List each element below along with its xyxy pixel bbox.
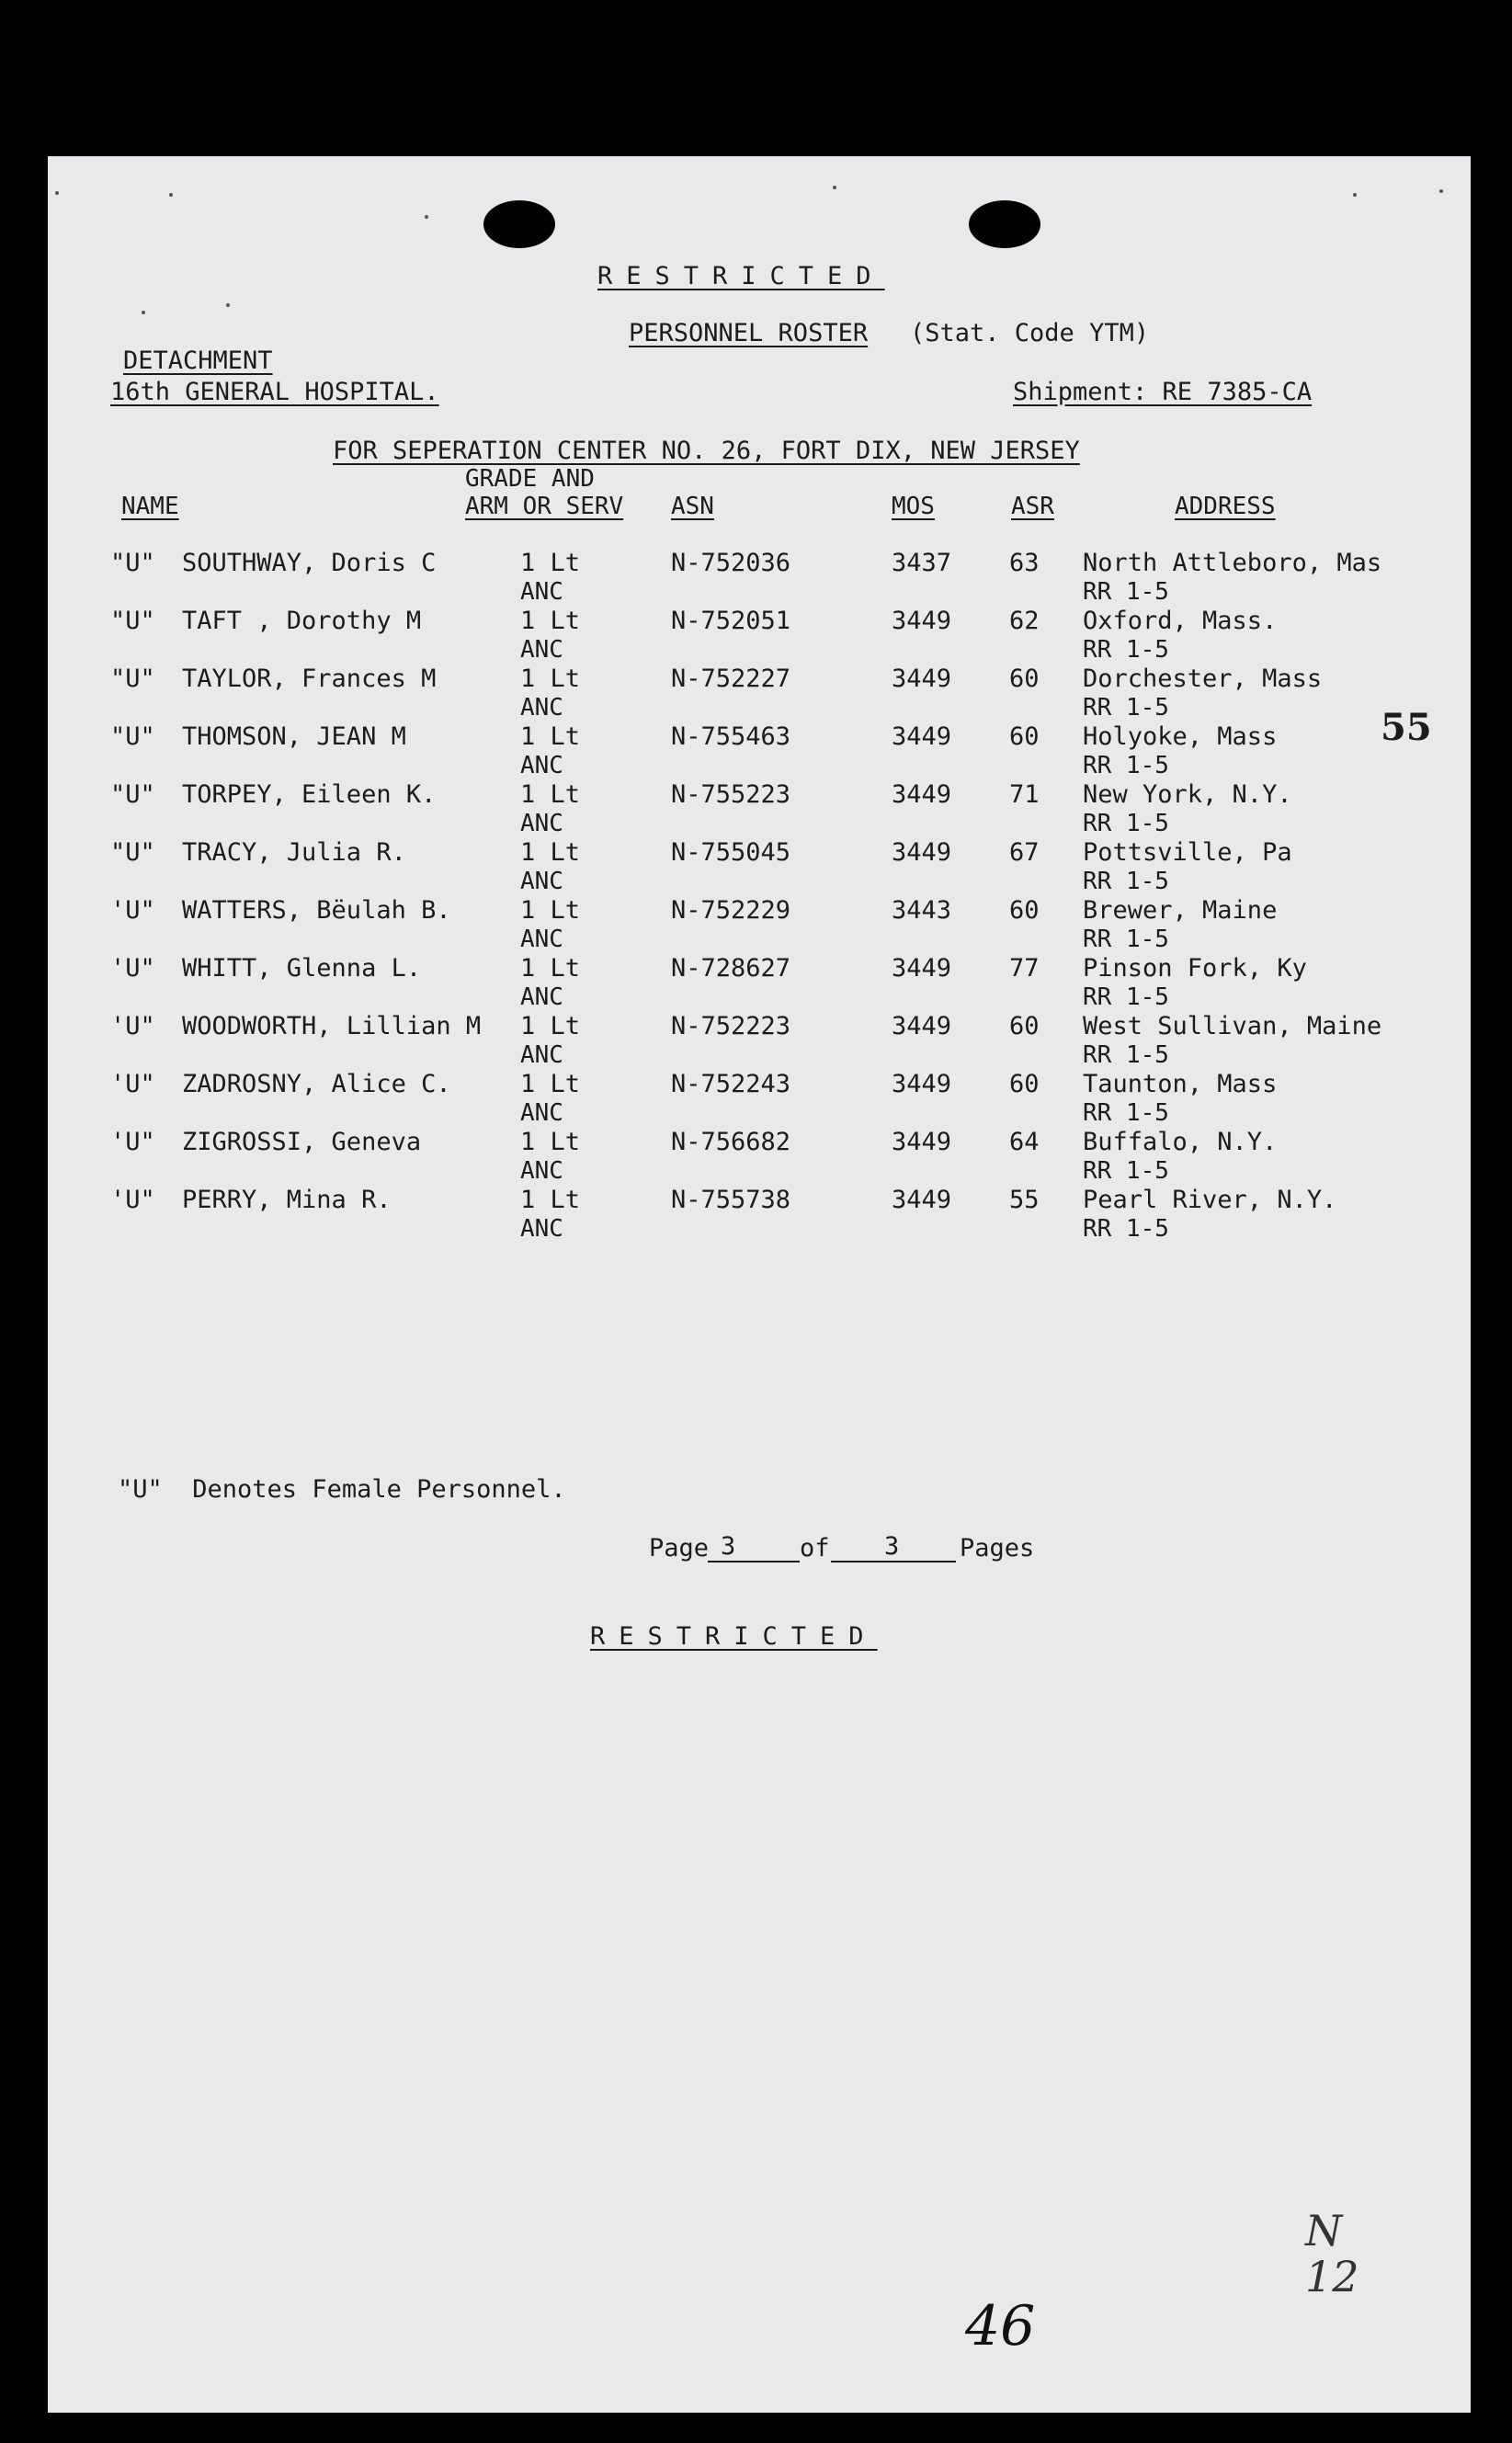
roster-title: PERSONNEL ROSTER [629, 319, 869, 347]
row-arm: ANC [520, 926, 563, 953]
row-asr: 77 [1009, 954, 1040, 983]
row-asr: 55 [1009, 1186, 1040, 1214]
row-asr: 71 [1009, 780, 1040, 809]
row-arm: ANC [520, 578, 563, 606]
of-label: of [800, 1534, 830, 1562]
row-asn: N-755045 [671, 838, 791, 867]
row-mos: 3437 [892, 549, 952, 577]
row-code: 'U" [110, 896, 155, 925]
footnote: "U" Denotes Female Personnel. [118, 1475, 566, 1504]
row-mos: 3449 [892, 607, 952, 635]
row-address-line2: RR 1-5 [1083, 810, 1169, 837]
row-address-line2: RR 1-5 [1083, 636, 1169, 664]
column-header-asr: ASR [1011, 493, 1054, 520]
row-name: ZADROSNY, Alice C. [182, 1070, 451, 1098]
row-code: "U" [110, 665, 155, 693]
row-asr: 60 [1009, 722, 1040, 751]
row-address-line1: Taunton, Mass [1083, 1070, 1278, 1098]
row-name: TAFT , Dorothy M [182, 607, 422, 635]
speck [1353, 193, 1357, 197]
column-header-asn: ASN [671, 493, 714, 520]
row-address-line2: RR 1-5 [1083, 1157, 1169, 1185]
row-grade: 1 Lt [520, 549, 581, 577]
row-mos: 3449 [892, 780, 952, 809]
row-address-line1: West Sullivan, Maine [1083, 1012, 1382, 1040]
row-name: WATTERS, Bëulah B. [182, 896, 451, 925]
row-address-line2: RR 1-5 [1083, 1215, 1169, 1243]
grade-header-line2: ARM OR SERV [465, 493, 624, 520]
row-grade: 1 Lt [520, 838, 581, 867]
row-name: SOUTHWAY, Doris C [182, 549, 437, 577]
row-arm: ANC [520, 868, 563, 895]
row-asn: N-752227 [671, 665, 791, 693]
row-name: WHITT, Glenna L. [182, 954, 422, 983]
row-arm: ANC [520, 752, 563, 779]
row-address-line1: Dorchester, Mass [1083, 665, 1323, 693]
row-code: 'U" [110, 954, 155, 983]
row-address-line1: Buffalo, N.Y. [1083, 1128, 1278, 1156]
row-arm: ANC [520, 810, 563, 837]
row-arm: ANC [520, 983, 563, 1011]
column-header-address: ADDRESS [1175, 493, 1276, 520]
stat-code: (Stat. Code YTM) [910, 319, 1150, 347]
row-code: 'U" [110, 1070, 155, 1098]
row-arm: ANC [520, 694, 563, 722]
punch-hole-right [969, 200, 1040, 248]
row-address-line1: New York, N.Y. [1083, 780, 1292, 809]
row-arm: ANC [520, 1157, 563, 1185]
row-asr: 62 [1009, 607, 1040, 635]
row-grade: 1 Lt [520, 1012, 581, 1040]
row-asr: 60 [1009, 896, 1040, 925]
row-asn: N-755223 [671, 780, 791, 809]
row-mos: 3449 [892, 1012, 952, 1040]
row-address-line2: RR 1-5 [1083, 868, 1169, 895]
speck [1439, 189, 1443, 193]
row-mos: 3443 [892, 896, 952, 925]
punch-hole-left [483, 200, 555, 248]
row-arm: ANC [520, 636, 563, 664]
row-address-line1: North Attleboro, Mas [1083, 549, 1382, 577]
page-label: Page [649, 1534, 710, 1562]
page-number-line [708, 1561, 800, 1562]
total-pages-line [831, 1561, 956, 1562]
row-address-line2: RR 1-5 [1083, 752, 1169, 779]
row-grade: 1 Lt [520, 722, 581, 751]
row-asn: N-755463 [671, 722, 791, 751]
column-header-name: NAME [121, 493, 179, 520]
row-code: "U" [110, 780, 155, 809]
row-address-line1: Holyoke, Mass [1083, 722, 1278, 751]
row-asn: N-752051 [671, 607, 791, 635]
detachment-label: DETACHMENT [123, 347, 273, 375]
row-mos: 3449 [892, 722, 952, 751]
row-mos: 3449 [892, 838, 952, 867]
row-grade: 1 Lt [520, 1070, 581, 1098]
classification-top: RESTRICTED [597, 262, 885, 290]
handwritten-margin-note: N 12 [1305, 2206, 1359, 2301]
row-grade: 1 Lt [520, 665, 581, 693]
row-asr: 60 [1009, 665, 1040, 693]
column-header-mos: MOS [892, 493, 935, 520]
shipment-number: Shipment: RE 7385-CA [1013, 378, 1313, 406]
speck [833, 186, 836, 189]
row-asr: 60 [1009, 1070, 1040, 1098]
row-arm: ANC [520, 1099, 563, 1127]
row-code: "U" [110, 607, 155, 635]
row-address-line1: Pearl River, N.Y. [1083, 1186, 1337, 1214]
row-asn: N-752223 [671, 1012, 791, 1040]
pages-label: Pages [960, 1534, 1035, 1562]
row-asn: N-756682 [671, 1128, 791, 1156]
row-name: PERRY, Mina R. [182, 1186, 392, 1214]
speck [425, 215, 428, 219]
speck [55, 191, 59, 195]
row-asn: N-755738 [671, 1186, 791, 1214]
row-address-line2: RR 1-5 [1083, 694, 1169, 722]
row-mos: 3449 [892, 665, 952, 693]
row-grade: 1 Lt [520, 1186, 581, 1214]
row-name: THOMSON, JEAN M [182, 722, 406, 751]
speck [142, 311, 145, 314]
row-mos: 3449 [892, 1128, 952, 1156]
row-asn: N-728627 [671, 954, 791, 983]
page-number: 3 [721, 1532, 736, 1561]
row-address-line2: RR 1-5 [1083, 578, 1169, 606]
row-address-line2: RR 1-5 [1083, 1099, 1169, 1127]
row-name: WOODWORTH, Lillian M [182, 1012, 482, 1040]
row-arm: ANC [520, 1215, 563, 1243]
row-asr: 63 [1009, 549, 1040, 577]
row-grade: 1 Lt [520, 780, 581, 809]
row-address-line2: RR 1-5 [1083, 926, 1169, 953]
row-address-line1: Pottsville, Pa [1083, 838, 1292, 867]
row-asr: 67 [1009, 838, 1040, 867]
total-pages: 3 [884, 1532, 900, 1561]
speck [169, 193, 173, 197]
row-code: "U" [110, 838, 155, 867]
row-address-line1: Pinson Fork, Ky [1083, 954, 1307, 983]
row-asn: N-752243 [671, 1070, 791, 1098]
unit-name: 16th GENERAL HOSPITAL. [110, 378, 439, 406]
row-name: TORPEY, Eileen K. [182, 780, 437, 809]
document-page [48, 156, 1471, 2413]
row-address-line2: RR 1-5 [1083, 983, 1169, 1011]
row-grade: 1 Lt [520, 954, 581, 983]
row-grade: 1 Lt [520, 1128, 581, 1156]
row-asr: 60 [1009, 1012, 1040, 1040]
row-code: "U" [110, 722, 155, 751]
row-name: TRACY, Julia R. [182, 838, 406, 867]
row-name: ZIGROSSI, Geneva [182, 1128, 422, 1156]
row-arm: ANC [520, 1041, 563, 1069]
row-asn: N-752229 [671, 896, 791, 925]
row-code: 'U" [110, 1012, 155, 1040]
row-address-line2: RR 1-5 [1083, 1041, 1169, 1069]
row-mos: 3449 [892, 954, 952, 983]
handwritten-page-number: 46 [965, 2294, 1036, 2358]
row-mos: 3449 [892, 1186, 952, 1214]
row-asn: N-752036 [671, 549, 791, 577]
classification-bottom: RESTRICTED [590, 1622, 878, 1651]
destination: FOR SEPERATION CENTER NO. 26, FORT DIX, NEW JERSEY [333, 437, 1080, 465]
speck [226, 303, 230, 307]
row-grade: 1 Lt [520, 607, 581, 635]
row-code: 'U" [110, 1128, 155, 1156]
row-name: TAYLOR, Frances M [182, 665, 437, 693]
stamp-number: 55 [1381, 706, 1432, 749]
row-address-line1: Brewer, Maine [1083, 896, 1278, 925]
row-mos: 3449 [892, 1070, 952, 1098]
row-code: 'U" [110, 1186, 155, 1214]
row-asr: 64 [1009, 1128, 1040, 1156]
row-code: "U" [110, 549, 155, 577]
row-address-line1: Oxford, Mass. [1083, 607, 1278, 635]
row-grade: 1 Lt [520, 896, 581, 925]
grade-header-line1: GRADE AND [465, 465, 595, 493]
